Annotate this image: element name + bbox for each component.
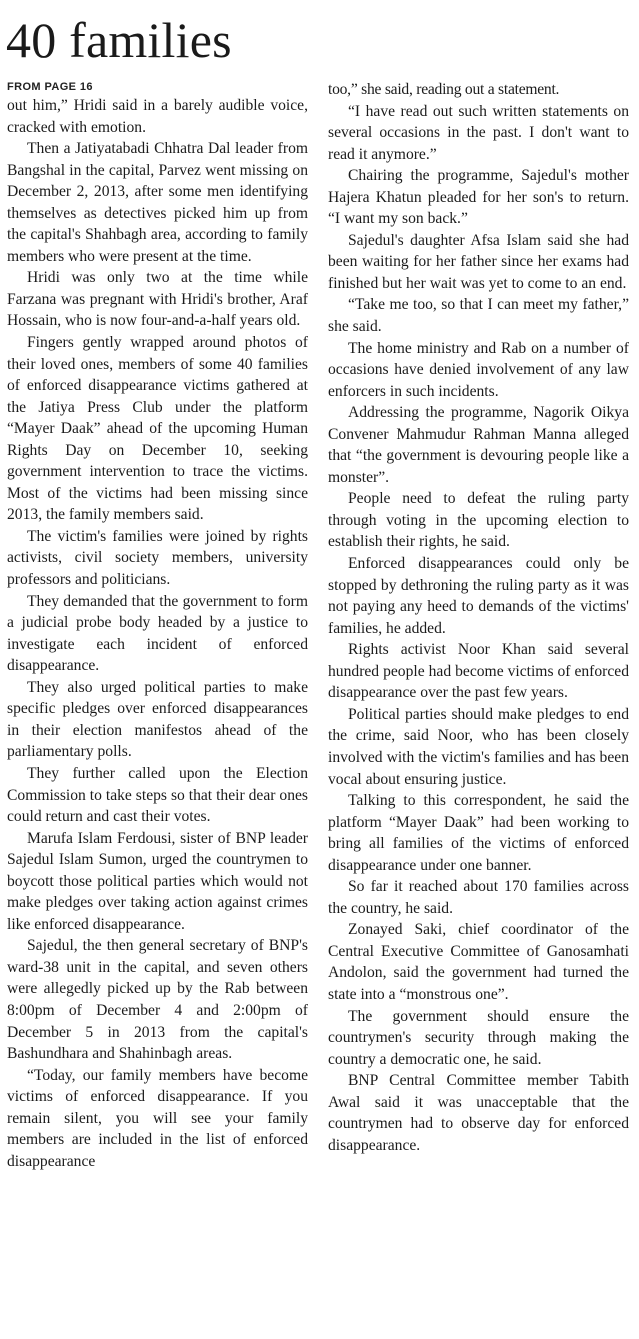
paragraph: They also urged political parties to make specific pledges over enforced disappearances in their election manifestos ahead of the parliamentary polls.: [7, 678, 308, 761]
paragraph: Political parties should make pledges to end the crime, said Noor, who has been closely involved with the victim's families and has been vocal about ensuring justice.: [328, 705, 629, 788]
paragraph: Addressing the programme, Nagorik Oikya Convener Mahmudur Rahman Manna alleged that “the government is devouring people like a monster”.: [328, 404, 629, 486]
paragraph: The government should ensure the countrymen's security through making the country a democratic one, he said.: [328, 1007, 629, 1068]
paragraph: The home ministry and Rab on a number of occasions have denied involvement of any law enforcers in such incidents.: [328, 339, 629, 400]
jump-line: FROM PAGE 16: [7, 81, 93, 93]
paragraph: “Take me too, so that I can meet my father,” she said.: [328, 296, 629, 336]
headline: 40 families: [6, 12, 232, 68]
paragraph: Chairing the programme, Sajedul's mother Hajera Khatun pleaded for her son's to return. “I want my son back.”: [328, 167, 629, 228]
paragraph: Rights activist Noor Khan said several hundred people had become victims of enforced disappearance over the past few years.: [328, 641, 629, 702]
paragraph: Hridi was only two at the time while Farzana was pregnant with Hridi's brother, Araf Hossain, who is now four-and-a-half years old.: [7, 269, 308, 330]
paragraph: Then a Jatiyatabadi Chhatra Dal leader from Bangshal in the capital, Parvez went missing on December 2, 2013, after some men identifying themselves as detectives picked him up from the capital's Shahbagh area, according to family members who were present at the time.: [7, 140, 308, 265]
paragraph: Zonayed Saki, chief coordinator of the Central Executive Committee of Ganosamhati Andolon, said the government had turned the state into a “monstrous one”.: [328, 921, 629, 1003]
paragraph: The victim's families were joined by rights activists, civil society members, university professors and politicians.: [7, 527, 308, 589]
paragraph: Talking to this correspondent, he said the platform “Mayer Daak” had been working to bring all families of the victims of enforced disappearance under one banner.: [328, 792, 629, 874]
article-column-left: [7, 79, 308, 1172]
article-column-right: [328, 79, 629, 1156]
paragraph: BNP Central Committee member Tabith Awal said it was unacceptable that the countrymen had to observe day for enforced disappearance.: [328, 1072, 629, 1154]
paragraph: They demanded that the government to form a judicial probe body headed by a justice to investigate each incident of enforced disappearance.: [7, 592, 308, 675]
paragraph: They further called upon the Election Commission to take steps so that their dear ones could return and cast their votes.: [7, 764, 308, 826]
paragraph: Marufa Islam Ferdousi, sister of BNP leader Sajedul Islam Sumon, urged the countrymen to boycott those political parties which would not make pledges over taking action against crimes like enforced disappearance.: [7, 829, 308, 933]
paragraph: Sajedul's daughter Afsa Islam said she had been waiting for her father since her exams had finished but her wait was yet to come to an end.: [328, 231, 629, 292]
paragraph: “I have read out such written statements on several occasions in the past. I don't want to read it anymore.”: [328, 102, 629, 163]
paragraph: People need to defeat the ruling party through voting in the upcoming election to establish their rights, he said.: [328, 490, 629, 551]
paragraph: So far it reached about 170 families across the country, he said.: [328, 878, 629, 917]
paragraph: too,” she said, reading out a statement.: [328, 81, 560, 98]
paragraph: “Today, our family members have become victims of enforced disappearance. If you remain silent, you will see your family members are included in the list of enforced disappearance: [7, 1066, 308, 1170]
paragraph: out him,” Hridi said in a barely audible voice, cracked with emotion.: [7, 97, 308, 136]
paragraph: Fingers gently wrapped around photos of their loved ones, members of some 40 families of enforced disappearance victims gathered at the Jatiya Press Club under the platform “Mayer Daak” ahead of the upcoming Human Rights Day on December 10, seeking government intervention to trace the victims. Most of the victims had been missing since 2013, the family members said.: [7, 334, 308, 524]
paragraph: Sajedul, the then general secretary of BNP's ward-38 unit in the capital, and seven others were allegedly picked up by the Rab between 8:00pm of December 4 and 2:00pm of December 5 in 2013 from the capital's Bashundhara and Shahinbagh areas.: [7, 937, 308, 1063]
paragraph: Enforced disappearances could only be stopped by dethroning the ruling party as it was not paying any heed to demands of the victims' families, he added.: [328, 555, 629, 637]
